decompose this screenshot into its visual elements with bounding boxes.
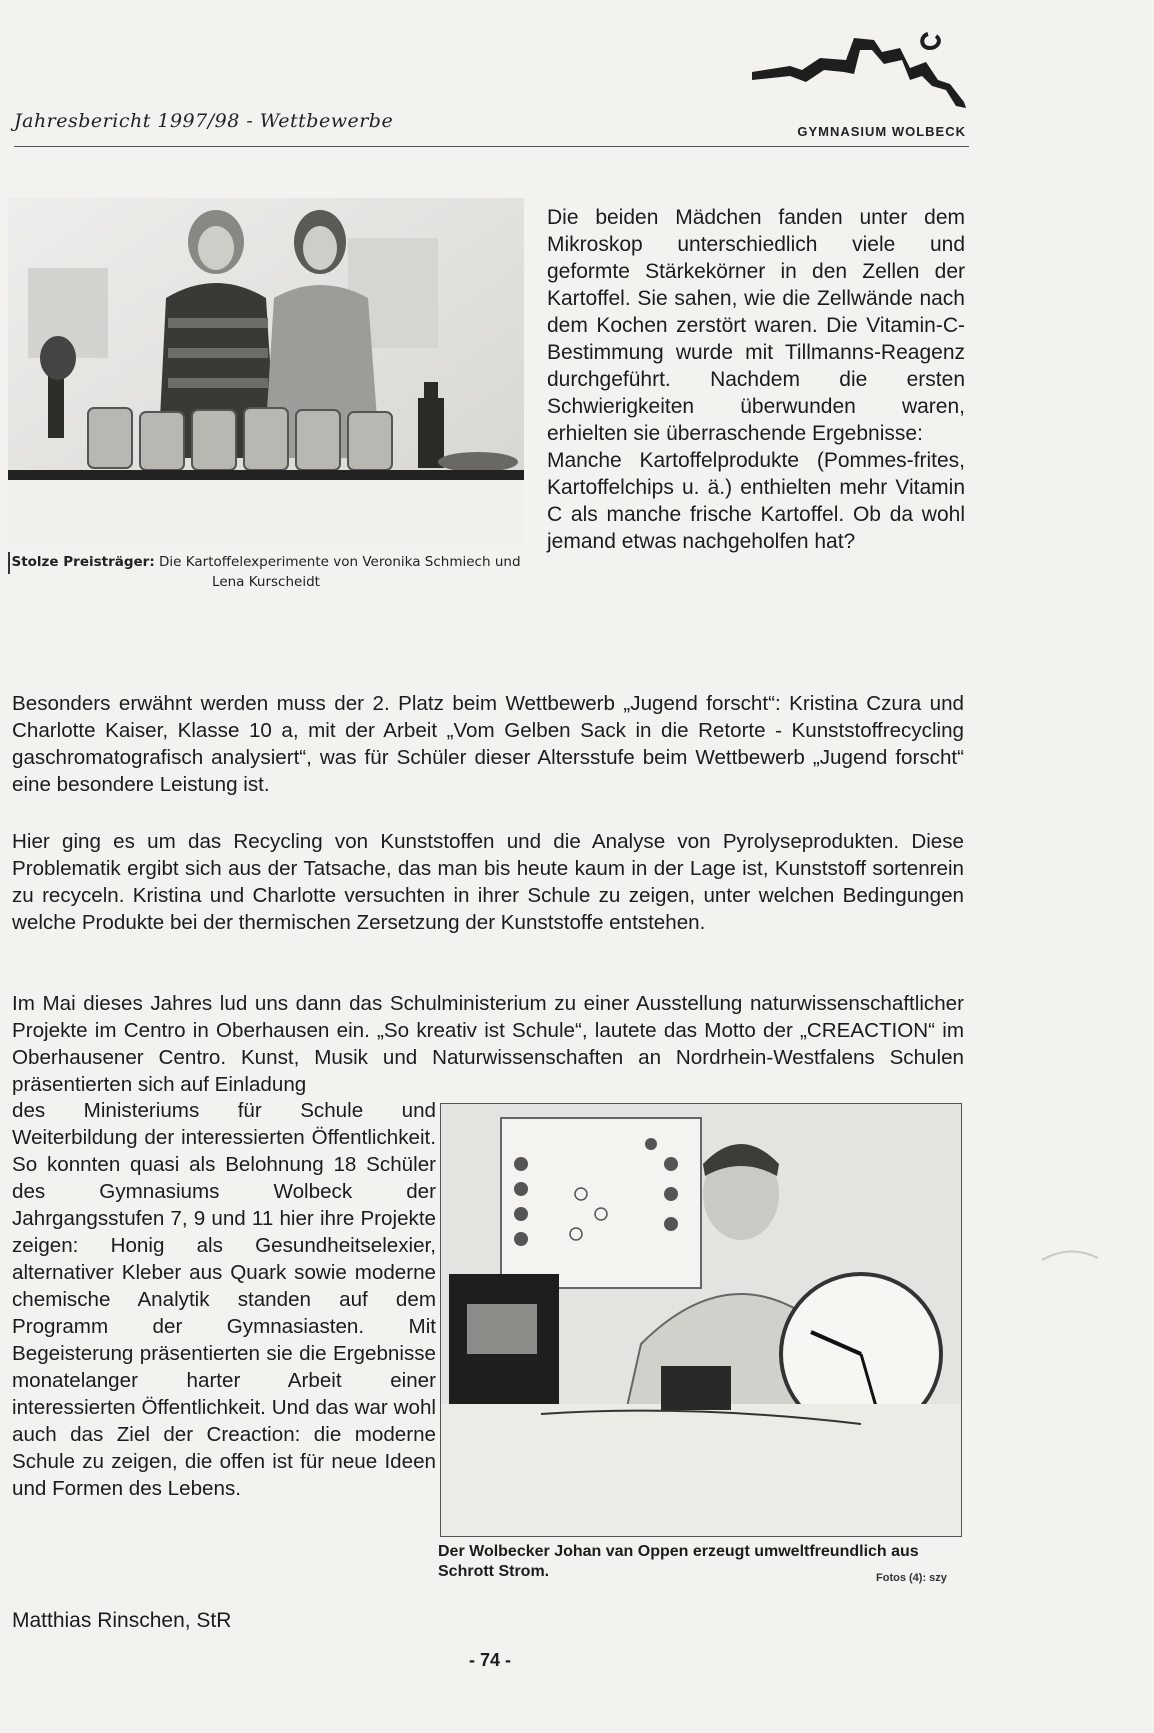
header-divider xyxy=(14,146,969,147)
right-column-paragraph-1: Die beiden Mädchen fanden unter dem Mikroskop unterschiedlich viele und geformte Stärkekörner in den Zellen der Kartoffel. Sie sahen, wie die Zellwände nach dem Kochen zerstört waren. Die Vitamin-C-Bestimmung wurde mit Tillmanns-Reagenz durchgeführt. Nachdem die ersten Schwierigkeiten überwunden waren, erhielten sie überraschende Ergebnisse: xyxy=(547,206,965,445)
paragraph-3b-text: des Ministeriums für Schule und Weiterbildung der interessierten Öffentlichkeit. So konnten quasi als Belohnung 18 Schüler des Gymnasiums Wolbeck der Jahrgangsstufen 7, 9 und 11 hier ihre Projekte zeigen: Honig als Gesundheitselexier, alternativer Kleber aus Quark sowie moderne chemische Analytik standen auf dem Programm der Gymnasiasten. Mit Begeisterung präsentierten sie die Ergebnisse monatelanger harter Arbeit einer interessierten Öffentlichkeit. Und das war wohl auch das Ziel der Creaction: die moderne Schule zu zeigen, die offen ist für neue Ideen und Formen des Lebens. xyxy=(12,1099,436,1500)
photo-credit: Fotos (4): szy xyxy=(876,1572,947,1584)
page-number: - 74 - xyxy=(468,1650,511,1670)
header-school-name: GYMNASIUM WOLBECK xyxy=(797,124,966,139)
school-skyline-logo-icon xyxy=(750,28,970,114)
photo1-caption xyxy=(8,552,524,592)
paragraph-1-text: Besonders erwähnt werden muss der 2. Platz beim Wettbewerb „Jugend forscht“: Kristina Czura und Charlotte Kaiser, Klasse 10 a, mit der Arbeit „Vom Gelben Sack in die Retorte - Kunststoffrecycling gaschromatografisch analysiert“, was für Schüler dieser Altersstufe beim Wettbewerb „Jugend forscht“ eine besondere Leistung ist. xyxy=(12,692,964,796)
paragraph-creaction xyxy=(12,990,964,1098)
photo-two-girls-with-potato-experiment-icon xyxy=(8,198,524,546)
paragraph-jugend-forscht xyxy=(12,690,964,798)
photo-electrolysis xyxy=(440,1103,962,1537)
paragraph-3-text: Im Mai dieses Jahres lud uns dann das Schulministerium zu einer Ausstellung naturwissenschaftlicher Projekte im Centro in Oberhausen ein. „So kreativ ist Schule“, lautete das Motto der „CREACTION“ im Oberhausener Centro. Kunst, Musik und Naturwissenschaften an Nordrhein-Westfalens Schulen präsentierten sich auf Einladung xyxy=(12,992,964,1096)
paragraph-2-text: Hier ging es um das Recycling von Kunststoffen und die Analyse von Pyrolyseprodukten. Diese Problematik ergibt sich aus der Tatsache, das man bis heute kaum in der Lage ist, Kunststoff sortenrein zu recyceln. Kristina und Charlotte versuchten in ihrer Schule zu zeigen, unter welchen Bedingungen welche Produkte bei der thermischen Zersetzung der Kunststoffe entstehen. xyxy=(12,830,964,934)
photo-boy-with-electrolysis-board-and-clock-icon xyxy=(441,1104,961,1536)
photo2-caption: Der Wolbecker Johan van Oppen erzeugt umweltfreundlich aus Schrott Strom. xyxy=(438,1543,919,1580)
paragraph-creaction-continued xyxy=(12,1097,436,1502)
caption-lead: Stolze Preisträger: xyxy=(11,554,155,570)
photo-potato-experiment xyxy=(8,198,524,546)
paragraph-recycling xyxy=(12,828,964,936)
caption-text: Die Kartoffelexperimente von Veronika Schmiech und Lena Kurscheidt xyxy=(154,554,521,590)
author-signature: Matthias Rinschen, StR xyxy=(12,1609,232,1632)
header-title: Jahresbericht 1997/98 - Wettbewerbe xyxy=(14,110,394,132)
right-column-text xyxy=(547,204,965,555)
scan-mark-icon xyxy=(1040,1240,1100,1280)
right-column-paragraph-2: Manche Kartoffelprodukte (Pommes-frites, Kartoffelchips u. ä.) enthielten mehr Vitamin C als manche frische Kartoffel. Ob da wohl jemand etwas nachgeholfen hat? xyxy=(547,449,965,553)
